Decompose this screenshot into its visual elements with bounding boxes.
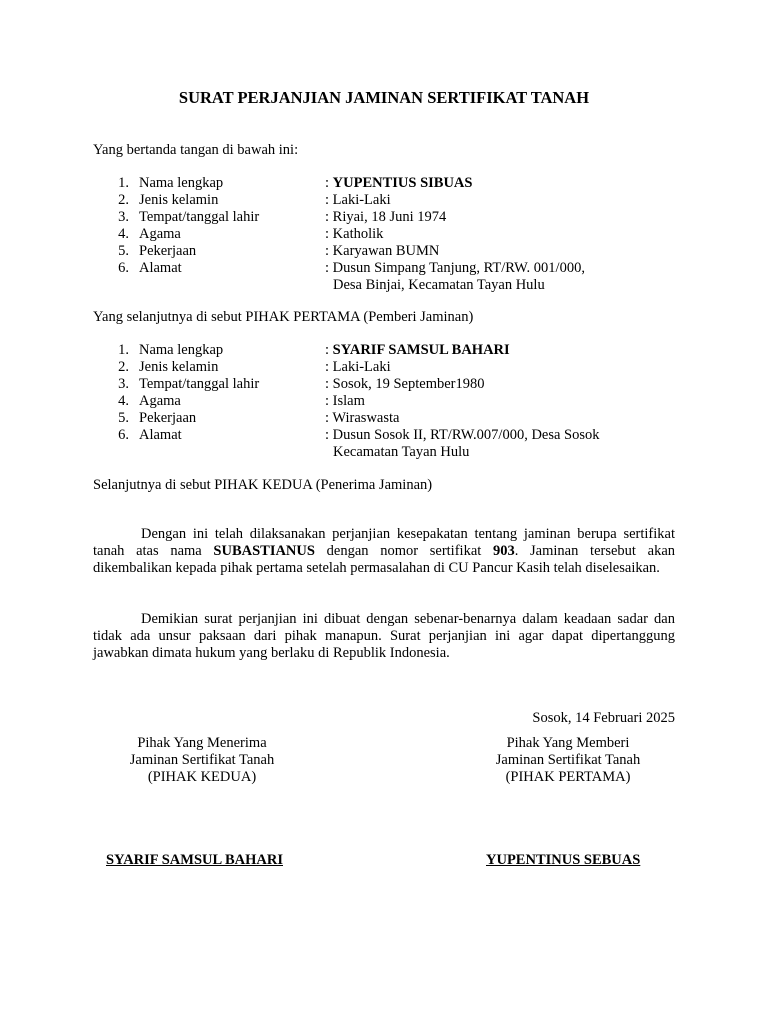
- item-label: Agama: [139, 226, 181, 242]
- item-number: 1.: [118, 175, 129, 191]
- item-value: : Islam: [325, 393, 365, 409]
- closing-paragraph: [93, 611, 675, 662]
- party2-religion-row: [115, 393, 675, 410]
- item-label: Nama lengkap: [139, 342, 224, 358]
- paragraph1-part2: dengan nomor sertifikat: [314, 543, 493, 559]
- signature-left-line2: Jaminan Sertifikat Tanah: [129, 752, 275, 768]
- signature-right-line1: Pihak Yang Memberi: [506, 735, 630, 751]
- item-number: 5.: [118, 410, 129, 426]
- paragraph2-text: Demikian surat perjanjian ini dibuat dengan sebenar-benarnya dalam keadaan sadar dan tidak ada unsur paksaan dari pihak manapun. Surat perjanjian ini agar dapat dipertanggung jawabkan dimata hukum yang berlaku di Republik Indonesia.: [93, 611, 675, 661]
- party2-gender: Laki-Laki: [332, 359, 391, 375]
- signature-right-line3: (PIHAK PERTAMA): [505, 769, 631, 785]
- signature-left-line1: Pihak Yang Menerima: [137, 735, 267, 751]
- item-label: Alamat: [139, 260, 182, 276]
- party1-gender: Laki-Laki: [332, 192, 391, 208]
- item-value: : SYARIF SAMSUL BAHARI: [325, 342, 510, 358]
- signature-left-line3: (PIHAK KEDUA): [147, 769, 257, 785]
- item-value: : Dusun Simpang Tanjung, RT/RW. 001/000,: [325, 260, 585, 276]
- party2-address-row: [115, 427, 675, 444]
- item-number: 2.: [118, 192, 129, 208]
- intro-text: Yang bertanda tangan di bawah ini:: [93, 142, 299, 158]
- party1-gender-row: [115, 192, 675, 209]
- item-label: Pekerjaan: [139, 410, 197, 426]
- party1-address: Dusun Simpang Tanjung, RT/RW. 001/000,: [332, 260, 585, 276]
- item-number: 5.: [118, 243, 129, 259]
- item-label: Jenis kelamin: [139, 359, 219, 375]
- party2-details: [115, 342, 675, 461]
- party2-name-row: [115, 342, 675, 359]
- item-number: 3.: [118, 209, 129, 225]
- signature-left-name: SYARIF SAMSUL BAHARI: [106, 852, 283, 868]
- party2-religion: Islam: [332, 393, 365, 409]
- item-number: 4.: [118, 226, 129, 242]
- item-number: 2.: [118, 359, 129, 375]
- item-label: Alamat: [139, 427, 182, 443]
- party2-birth: Sosok, 19 September1980: [332, 376, 485, 392]
- signature-right-line2: Jaminan Sertifikat Tanah: [495, 752, 641, 768]
- party1-address-row: [115, 260, 675, 277]
- party2-note: Selanjutnya di sebut PIHAK KEDUA (Penerima Jaminan): [93, 477, 433, 493]
- signature-block-left: [100, 735, 304, 786]
- item-label: Pekerjaan: [139, 243, 197, 259]
- paragraph1-part3: . Jaminan tersebut akan dikembalikan kepada pihak pertama setelah permasalahan di CU Pancur Kasih telah diselesaikan.: [93, 543, 675, 576]
- document-title: SURAT PERJANJIAN JAMINAN SERTIFIKAT TANAH: [178, 88, 590, 107]
- item-label: Tempat/tanggal lahir: [139, 376, 260, 392]
- party2-address: Dusun Sosok II, RT/RW.007/000, Desa Sosok: [332, 427, 600, 443]
- item-value: : Laki-Laki: [325, 192, 391, 208]
- certificate-owner-name: SUBASTIANUS: [213, 543, 315, 559]
- item-number: 6.: [118, 260, 129, 276]
- item-number: 4.: [118, 393, 129, 409]
- item-label: Nama lengkap: [139, 175, 224, 191]
- item-label: Tempat/tanggal lahir: [139, 209, 260, 225]
- party1-address-cont-row: [115, 277, 675, 294]
- certificate-number: 903: [492, 543, 515, 559]
- party1-occupation-row: [115, 243, 675, 260]
- party2-name: SYARIF SAMSUL BAHARI: [332, 342, 510, 358]
- party2-occupation: Wiraswasta: [332, 410, 400, 426]
- item-number: 3.: [118, 376, 129, 392]
- item-label: Jenis kelamin: [139, 192, 219, 208]
- signature-block-right: [466, 735, 670, 786]
- item-label: Agama: [139, 393, 181, 409]
- item-value: : Wiraswasta: [325, 410, 400, 426]
- party1-details: [115, 175, 675, 294]
- item-value: : Dusun Sosok II, RT/RW.007/000, Desa Sosok: [325, 427, 600, 443]
- item-value: : Katholik: [325, 226, 384, 242]
- party1-name: YUPENTIUS SIBUAS: [332, 175, 473, 191]
- party1-name-row: [115, 175, 675, 192]
- item-value: : Karyawan BUMN: [325, 243, 440, 259]
- item-value: : Riyai, 18 Juni 1974: [325, 209, 447, 225]
- item-value: : Laki-Laki: [325, 359, 391, 375]
- item-number: 1.: [118, 342, 129, 358]
- party2-occupation-row: [115, 410, 675, 427]
- party1-religion: Katholik: [332, 226, 384, 242]
- item-number: 6.: [118, 427, 129, 443]
- signature-right-name: YUPENTINUS SEBUAS: [486, 852, 641, 868]
- party1-note: Yang selanjutnya di sebut PIHAK PERTAMA (Pemberi Jaminan): [93, 309, 474, 325]
- item-value: : YUPENTIUS SIBUAS: [325, 175, 473, 191]
- party1-birth: Riyai, 18 Juni 1974: [332, 209, 447, 225]
- party2-gender-row: [115, 359, 675, 376]
- agreement-paragraph: [93, 526, 675, 577]
- party2-address-cont: Kecamatan Tayan Hulu: [333, 444, 470, 460]
- party1-occupation: Karyawan BUMN: [332, 243, 440, 259]
- signing-date: Sosok, 14 Februari 2025: [532, 710, 675, 726]
- party1-religion-row: [115, 226, 675, 243]
- paragraph1-part1: Dengan ini telah dilaksanakan perjanjian kesepakatan tentang jaminan berupa sertifikat tanah atas nama: [93, 526, 675, 559]
- party1-address-cont: Desa Binjai, Kecamatan Tayan Hulu: [333, 277, 545, 293]
- party2-address-cont-row: [115, 444, 675, 461]
- item-value: : Sosok, 19 September1980: [325, 376, 485, 392]
- party2-birth-row: [115, 376, 675, 393]
- party1-birth-row: [115, 209, 675, 226]
